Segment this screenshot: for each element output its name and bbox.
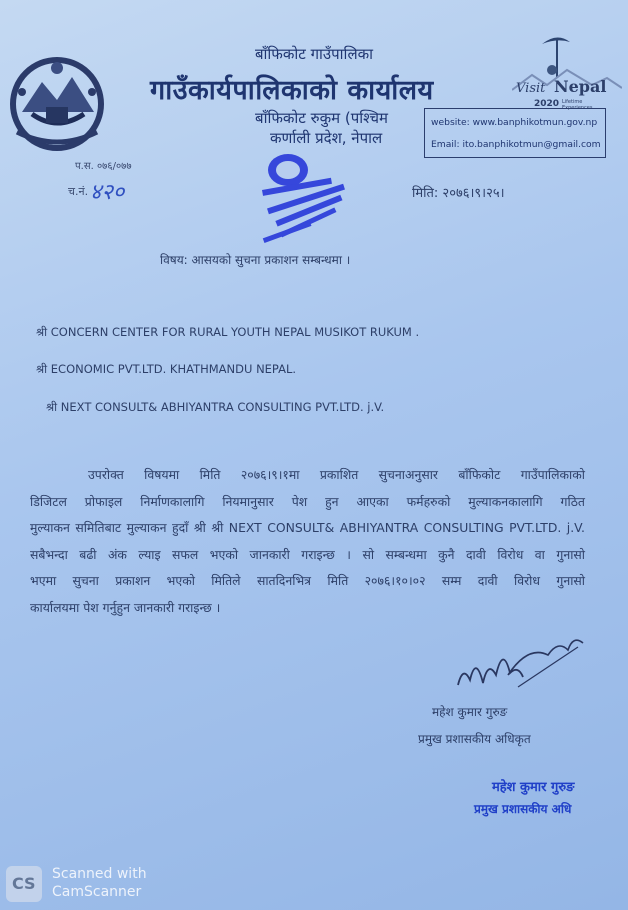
recipient-1: श्री CONCERN CENTER FOR RURAL YOUTH NEPAL MUSIKOT RUKUM . bbox=[36, 325, 420, 339]
title-stamp: प्रमुख प्रशासकीय अधि bbox=[474, 802, 572, 816]
camscanner-logo-text: CS bbox=[12, 874, 36, 893]
office-title: गाउँकार्यपालिकाको कार्यालय bbox=[150, 75, 434, 106]
body-line: कार्यालयमा पेश गर्नुहुन जानकारी गराइन्छ । bbox=[30, 599, 221, 615]
address-line-1: बाँफिकोट रुकुम (पश्चिम bbox=[255, 109, 388, 127]
municipality-name: बाँफिकोट गाउँपालिका bbox=[254, 45, 374, 63]
letter-date: मिति: २०७६।९।२५। bbox=[412, 186, 505, 201]
chalani-number: ४२० bbox=[90, 180, 125, 205]
website-text: website: www.banphikotmun.gov.np bbox=[431, 117, 598, 128]
chalani-label: च.नं. bbox=[68, 185, 89, 198]
recipient-3: श्री NEXT CONSULT& ABHIYANTRA CONSULTING PVT.LTD. j.V. bbox=[46, 400, 385, 414]
email-text: Email: ito.banphikotmun@gmail.com bbox=[431, 139, 601, 150]
contact-box bbox=[424, 108, 606, 158]
svg-text:Experiences: Experiences bbox=[562, 105, 593, 110]
svg-text:2020: 2020 bbox=[534, 99, 560, 109]
camscanner-logo-icon bbox=[6, 866, 42, 902]
recipient-2: श्री ECONOMIC PVT.LTD. KHATHMANDU NEPAL. bbox=[36, 362, 297, 376]
subject-line: विषय: आसयको सुचना प्रकाशन सम्बन्धमा । bbox=[160, 253, 351, 267]
address-line-2: कर्णाली प्रदेश, नेपाल bbox=[270, 129, 383, 147]
signatory-name: महेश कुमार गुरुङ bbox=[432, 705, 508, 719]
visit-nepal-2020-logo bbox=[512, 30, 622, 110]
svg-text:Lifetime: Lifetime bbox=[562, 99, 583, 105]
nepal-government-emblem-icon bbox=[2, 52, 112, 152]
body-line: उपरोक्त विषयमा मिति २०७६।९।१मा प्रकाशित सुचनाअनुसार बाँफिकोट गाउँपालिकाको bbox=[88, 467, 585, 482]
camscanner-text: CamScanner bbox=[52, 884, 142, 900]
fiscal-year-ref: प.स. ०७६/०७७ bbox=[75, 161, 132, 172]
body-line: भएमा सुचना प्रकाशन भएको मितिले सातदिनभित्र मिति २०७६।१०।०२ सम्म दावी विरोध गुनासो bbox=[30, 573, 585, 588]
office-stamp-icon bbox=[256, 144, 366, 244]
svg-text:Nepal: Nepal bbox=[554, 77, 607, 96]
body-line: सबैभन्दा बढी अंक ल्याइ सफल भएको जानकारी गराइन्छ । सो सम्बन्धमा कुनै दावी विरोध वा गुनासो bbox=[30, 546, 585, 562]
name-stamp: महेश कुमार गुरुङ bbox=[492, 780, 575, 795]
body-line: डिजिटल प्रोफाइल निर्माणकालागि नियमानुसार पेश हुन आएका फर्महरुको मुल्याकनकालागि गठित bbox=[30, 493, 585, 509]
body-line: मुल्याकन समितिबाट मुल्याकन हुदाँ श्री श्री NEXT CONSULT& ABHIYANTRA CONSULTING PVT.LTD. j.V. bbox=[30, 520, 585, 535]
letter-body bbox=[30, 462, 585, 621]
signatory-title: प्रमुख प्रशासकीय अधिकृत bbox=[418, 732, 531, 746]
svg-text:Visit: Visit bbox=[516, 81, 546, 96]
scanned-with-text: Scanned with bbox=[52, 866, 147, 882]
handwritten-signature bbox=[448, 625, 588, 705]
